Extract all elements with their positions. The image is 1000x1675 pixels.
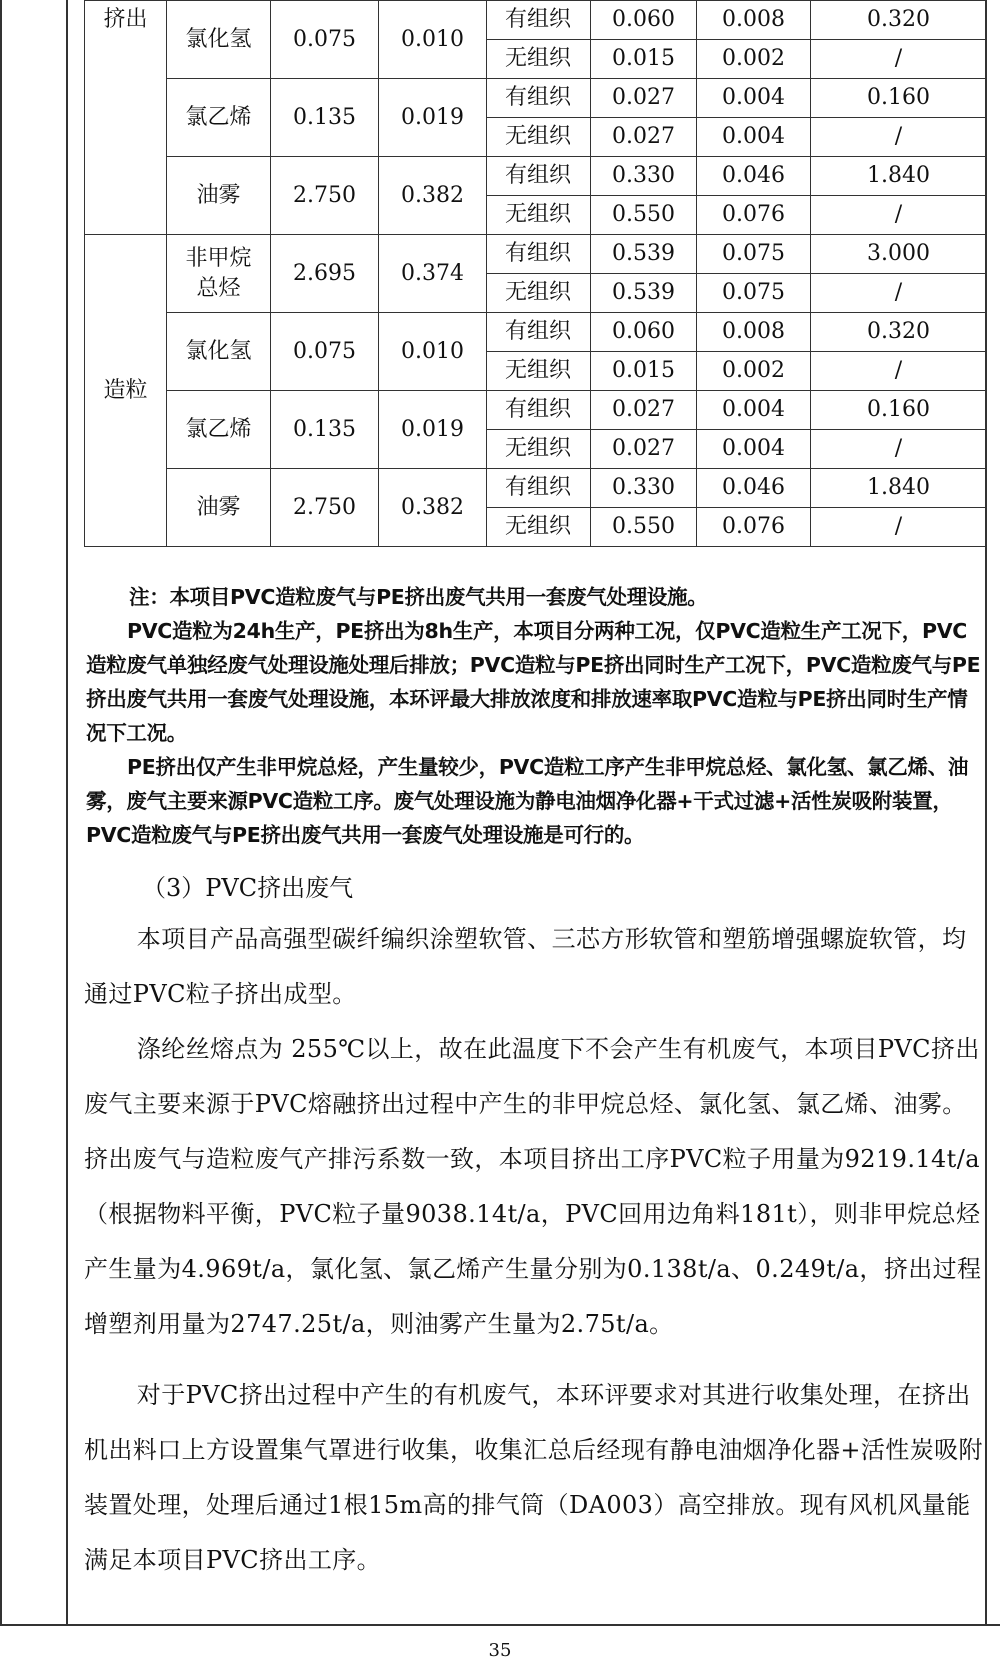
generation-rate-cell: 0.010 — [379, 1, 487, 79]
emission-rate-cell: 0.004 — [697, 391, 811, 430]
emission-concentration-cell: / — [811, 430, 987, 469]
generation-amount-cell: 0.135 — [271, 79, 379, 157]
inner-left-border — [66, 0, 68, 1626]
pollutant-name-cell: 氯化氢 — [167, 1, 271, 79]
section-heading: （3）PVC挤出废气 — [142, 874, 354, 902]
emission-mode-cell: 无组织 — [487, 508, 591, 547]
table-row — [85, 391, 987, 430]
emission-rate-cell: 0.004 — [697, 430, 811, 469]
emission-concentration-cell: 3.000 — [811, 235, 987, 274]
emission-rate-cell: 0.075 — [697, 235, 811, 274]
generation-amount-cell: 2.695 — [271, 235, 379, 313]
generation-rate-cell: 0.019 — [379, 391, 487, 469]
emission-mode-cell: 有组织 — [487, 79, 591, 118]
generation-rate-cell: 0.382 — [379, 469, 487, 547]
emission-rate-cell: 0.008 — [697, 1, 811, 40]
emission-mode-cell: 无组织 — [487, 40, 591, 79]
generation-amount-cell: 0.135 — [271, 391, 379, 469]
emission-rate-cell: 0.002 — [697, 352, 811, 391]
note-paragraph: PVC造粒为24h生产，PE挤出为8h生产，本项目分两种工况，仅PVC造粒生产工况下，PVC造粒废气单独经废气处理设施处理后排放；PVC造粒与PE挤出同时生产工况下，PVC造粒废气与PE挤出废气共用一套废气处理设施，本环评最大排放浓度和排放速率取PVC造粒与PE挤出同时生产情况下工况。 — [86, 619, 981, 745]
emission-concentration-cell: 0.320 — [811, 313, 987, 352]
emission-amount-cell: 0.027 — [591, 430, 697, 469]
emission-mode-cell: 有组织 — [487, 469, 591, 508]
emission-rate-cell: 0.046 — [697, 469, 811, 508]
emission-mode-cell: 无组织 — [487, 352, 591, 391]
generation-amount-cell: 0.075 — [271, 313, 379, 391]
emission-table-body — [85, 1, 987, 547]
table-row — [85, 313, 987, 352]
emission-amount-cell: 0.539 — [591, 274, 697, 313]
emission-amount-cell: 0.027 — [591, 79, 697, 118]
table-row — [85, 235, 987, 274]
emission-rate-cell: 0.076 — [697, 508, 811, 547]
emission-mode-cell: 无组织 — [487, 274, 591, 313]
generation-amount-cell: 2.750 — [271, 469, 379, 547]
table-notes — [86, 580, 986, 852]
pollutant-name-cell: 氯乙烯 — [167, 79, 271, 157]
emission-mode-cell: 无组织 — [487, 118, 591, 157]
body-paragraph: 涤纶丝熔点为 255℃以上，故在此温度下不会产生有机废气，本项目PVC挤出废气主要来源于PVC熔融挤出过程中产生的非甲烷总烃、氯化氢、氯乙烯、油雾。挤出废气与造粒废气产排污系数一致，本项目挤出工序PVC粒子用量为9219.14t/a（根据物料平衡，PVC粒子量9038.14t/a，PVC回用边角料181t），则非甲烷总烃产生量为4.969t/a，氯化氢、氯乙烯产生量分别为0.138t/a、0.249t/a，挤出过程增塑剂用量为2747.25t/a，则油雾产生量为2.75t/a。 — [84, 1035, 982, 1338]
pollutant-name-cell: 氯化氢 — [167, 313, 271, 391]
emission-concentration-cell: 1.840 — [811, 157, 987, 196]
emission-concentration-cell: / — [811, 274, 987, 313]
emission-concentration-cell: 0.160 — [811, 391, 987, 430]
emission-rate-cell: 0.046 — [697, 157, 811, 196]
pollutant-name-cell: 非甲烷总烃 — [167, 235, 271, 313]
generation-rate-cell: 0.019 — [379, 79, 487, 157]
emission-rate-cell: 0.004 — [697, 79, 811, 118]
emission-concentration-cell: / — [811, 508, 987, 547]
body-text — [84, 912, 986, 1588]
emission-amount-cell: 0.015 — [591, 352, 697, 391]
emission-amount-cell: 0.060 — [591, 1, 697, 40]
generation-amount-cell: 0.075 — [271, 1, 379, 79]
emission-concentration-cell: 1.840 — [811, 469, 987, 508]
table-row — [85, 79, 987, 118]
body-paragraph: 本项目产品高强型碳纤编织涂塑软管、三芯方形软管和塑筋增强螺旋软管，均通过PVC粒子挤出成型。 — [84, 925, 967, 1008]
emission-amount-cell: 0.330 — [591, 469, 697, 508]
emission-concentration-cell: / — [811, 118, 987, 157]
emission-amount-cell: 0.015 — [591, 40, 697, 79]
emission-mode-cell: 无组织 — [487, 196, 591, 235]
emission-mode-cell: 有组织 — [487, 157, 591, 196]
emission-concentration-cell: / — [811, 196, 987, 235]
table-row — [85, 469, 987, 508]
pollutant-name-cell: 油雾 — [167, 469, 271, 547]
emission-amount-cell: 0.027 — [591, 391, 697, 430]
emission-rate-cell: 0.076 — [697, 196, 811, 235]
pollutant-name-cell: 氯乙烯 — [167, 391, 271, 469]
process-stage-cell: 挤出 — [85, 1, 167, 235]
emission-concentration-cell: / — [811, 40, 987, 79]
emission-amount-cell: 0.027 — [591, 118, 697, 157]
emission-rate-cell: 0.008 — [697, 313, 811, 352]
emission-amount-cell: 0.550 — [591, 196, 697, 235]
emission-rate-cell: 0.002 — [697, 40, 811, 79]
emission-rate-cell: 0.004 — [697, 118, 811, 157]
table-row — [85, 1, 987, 40]
page-bottom-border — [0, 1624, 1000, 1626]
emission-mode-cell: 有组织 — [487, 235, 591, 274]
body-paragraph: 对于PVC挤出过程中产生的有机废气，本环评要求对其进行收集处理，在挤出机出料口上方设置集气罩进行收集，收集汇总后经现有静电油烟净化器+活性炭吸附装置处理，处理后通过1根15m高的排气筒（DA003）高空排放。现有风机风量能满足本项目PVC挤出工序。 — [84, 1381, 983, 1574]
generation-rate-cell: 0.382 — [379, 157, 487, 235]
outer-left-border — [0, 0, 2, 1626]
pollutant-name-cell: 油雾 — [167, 157, 271, 235]
emission-mode-cell: 有组织 — [487, 391, 591, 430]
generation-rate-cell: 0.010 — [379, 313, 487, 391]
emission-amount-cell: 0.550 — [591, 508, 697, 547]
emission-mode-cell: 有组织 — [487, 1, 591, 40]
emission-mode-cell: 有组织 — [487, 313, 591, 352]
page-number: 35 — [488, 1640, 512, 1661]
emission-amount-cell: 0.539 — [591, 235, 697, 274]
emission-amount-cell: 0.060 — [591, 313, 697, 352]
emission-concentration-cell: / — [811, 352, 987, 391]
emission-amount-cell: 0.330 — [591, 157, 697, 196]
note-paragraph: PE挤出仅产生非甲烷总烃，产生量较少，PVC造粒工序产生非甲烷总烃、氯化氢、氯乙烯、油雾，废气主要来源PVC造粒工序。废气处理设施为静电油烟净化器+干式过滤+活性炭吸附装置，PVC造粒废气与PE挤出废气共用一套废气处理设施是可行的。 — [86, 755, 969, 847]
table-row — [85, 157, 987, 196]
emission-rate-cell: 0.075 — [697, 274, 811, 313]
emission-concentration-cell: 0.320 — [811, 1, 987, 40]
generation-amount-cell: 2.750 — [271, 157, 379, 235]
emission-table — [84, 0, 987, 547]
emission-concentration-cell: 0.160 — [811, 79, 987, 118]
emission-mode-cell: 无组织 — [487, 430, 591, 469]
note-paragraph: 注：本项目PVC造粒废气与PE挤出废气共用一套废气处理设施。 — [129, 585, 708, 609]
process-stage-cell: 造粒 — [85, 235, 167, 547]
generation-rate-cell: 0.374 — [379, 235, 487, 313]
